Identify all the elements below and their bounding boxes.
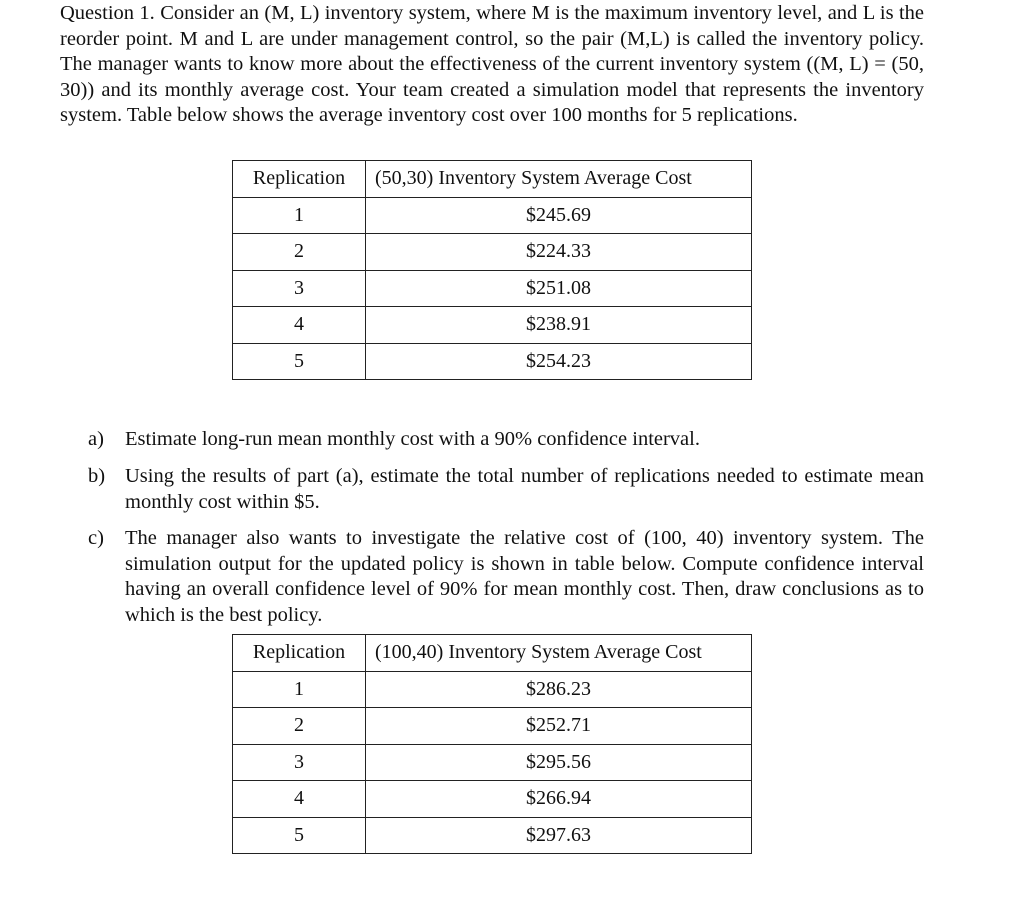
cost-cell: $238.91 bbox=[366, 307, 752, 344]
column-header-average-cost: (100,40) Inventory System Average Cost bbox=[366, 635, 752, 672]
cost-cell: $286.23 bbox=[366, 671, 752, 708]
table-row bbox=[233, 234, 752, 271]
replication-cell: 4 bbox=[233, 781, 366, 818]
table-row bbox=[233, 708, 752, 745]
question-intro-paragraph: Question 1. Consider an (M, L) inventory system, where M is the maximum inventory level, and L is the reorder point. M and L are under management control, so the pair (M,L) is called the inventory policy. The manager wants to know more about the effectiveness of the current inventory system ((M, L) = (50, 30)) and its monthly average cost. Your team created a simulation model that represents the inventory system. Table below shows the average inventory cost over 100 months for 5 replications. bbox=[60, 2, 924, 126]
table-row bbox=[233, 671, 752, 708]
replication-cell: 5 bbox=[233, 343, 366, 380]
table-header-row bbox=[233, 635, 752, 672]
cost-cell: $295.56 bbox=[366, 744, 752, 781]
table-row bbox=[233, 307, 752, 344]
column-header-replication: Replication bbox=[233, 635, 366, 672]
replication-cell: 1 bbox=[233, 671, 366, 708]
table-50-30-costs bbox=[232, 160, 752, 380]
part-text: The manager also wants to investigate the relative cost of (100, 40) inventory system. The simulation output for the updated policy is shown in table below. Compute confidence interval having an overall confidence level of 90% for mean monthly cost. Then, draw conclusions as to which is the best policy. bbox=[125, 527, 924, 626]
part-text: Estimate long-run mean monthly cost with a 90% confidence interval. bbox=[125, 428, 700, 450]
table-row bbox=[233, 781, 752, 818]
part-letter: a) bbox=[88, 428, 104, 450]
part-letter: c) bbox=[88, 527, 104, 549]
cost-cell: $245.69 bbox=[366, 197, 752, 234]
replication-cell: 3 bbox=[233, 270, 366, 307]
table-row bbox=[233, 817, 752, 854]
cost-cell: $224.33 bbox=[366, 234, 752, 271]
replication-cell: 5 bbox=[233, 817, 366, 854]
table-row bbox=[233, 744, 752, 781]
table-row bbox=[233, 197, 752, 234]
replication-cell: 4 bbox=[233, 307, 366, 344]
table-row bbox=[233, 343, 752, 380]
cost-cell: $266.94 bbox=[366, 781, 752, 818]
column-header-average-cost: (50,30) Inventory System Average Cost bbox=[366, 161, 752, 198]
replication-cell: 1 bbox=[233, 197, 366, 234]
cost-cell: $252.71 bbox=[366, 708, 752, 745]
cost-cell: $254.23 bbox=[366, 343, 752, 380]
replication-cell: 3 bbox=[233, 744, 366, 781]
table-100-40-costs bbox=[232, 634, 752, 854]
part-letter: b) bbox=[88, 465, 106, 487]
part-text: Using the results of part (a), estimate the total number of replications needed to estimate mean monthly cost within $5. bbox=[125, 465, 924, 513]
column-header-replication: Replication bbox=[233, 161, 366, 198]
table-row bbox=[233, 270, 752, 307]
replication-cell: 2 bbox=[233, 234, 366, 271]
replication-cell: 2 bbox=[233, 708, 366, 745]
table-header-row bbox=[233, 161, 752, 198]
cost-cell: $297.63 bbox=[366, 817, 752, 854]
cost-cell: $251.08 bbox=[366, 270, 752, 307]
